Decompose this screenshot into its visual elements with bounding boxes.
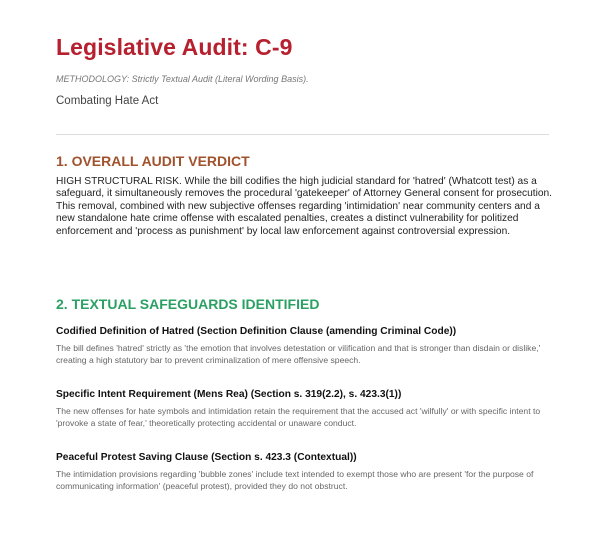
overall-verdict-section (56, 152, 552, 238)
safeguard-description: The intimidation provisions regarding 'bubble zones' include text intended to exempt those who are present 'for the purpose of communicating information' (peaceful protest), provided they do not obstruct. (56, 469, 534, 491)
safeguard-title: Specific Intent Requirement (Mens Rea) (Section s. 319(2.2), s. 423.3(1)) (56, 389, 402, 401)
header-divider (56, 134, 549, 135)
safeguard-title: Peaceful Protest Saving Clause (Section s. 423.3 (Contextual)) (56, 452, 357, 464)
document-title: Legislative Audit: C-9 (56, 34, 293, 60)
safeguard-item (56, 325, 549, 366)
verdict-heading: 1. OVERALL AUDIT VERDICT (56, 153, 250, 169)
safeguard-item (56, 451, 549, 492)
document-subtitle: Combating Hate Act (56, 95, 159, 107)
safeguard-description: The new offenses for hate symbols and intimidation retain the requirement that the accused act 'wilfully' or with specific intent to 'provoke a state of fear,' theoretically protecting accidental or unaware conduct. (56, 406, 541, 428)
safeguard-title: Codified Definition of Hatred (Section Definition Clause (amending Criminal Code)) (56, 326, 457, 338)
methodology-note: METHODOLOGY: Strictly Textual Audit (Literal Wording Basis). (56, 74, 309, 84)
verdict-body: HIGH STRUCTURAL RISK. While the bill codifies the high judicial standard for 'hatred' (Whatcott test) as a safeguard, it simultaneously removes the procedural 'gatekeeper' of Attorney General consent for prosecution. This removal, combined with new subjective offenses regarding 'intimidation' near community centers and a new standalone hate crime offense with escalated penalties, creates a distinct vulnerability for politized enforcement and 'process as punishment' by local law enforcement against controversial expression. (56, 176, 552, 237)
safeguard-item (56, 388, 549, 429)
safeguard-description: The bill defines 'hatred' strictly as 'the emotion that involves detestation or vilification and that is stronger than disdain or dislike,' creating a high statutory bar to prevent criminalization of mere offensive speech. (56, 343, 541, 365)
safeguards-heading: 2. TEXTUAL SAFEGUARDS IDENTIFIED (56, 296, 320, 313)
safeguards-section (56, 295, 549, 493)
